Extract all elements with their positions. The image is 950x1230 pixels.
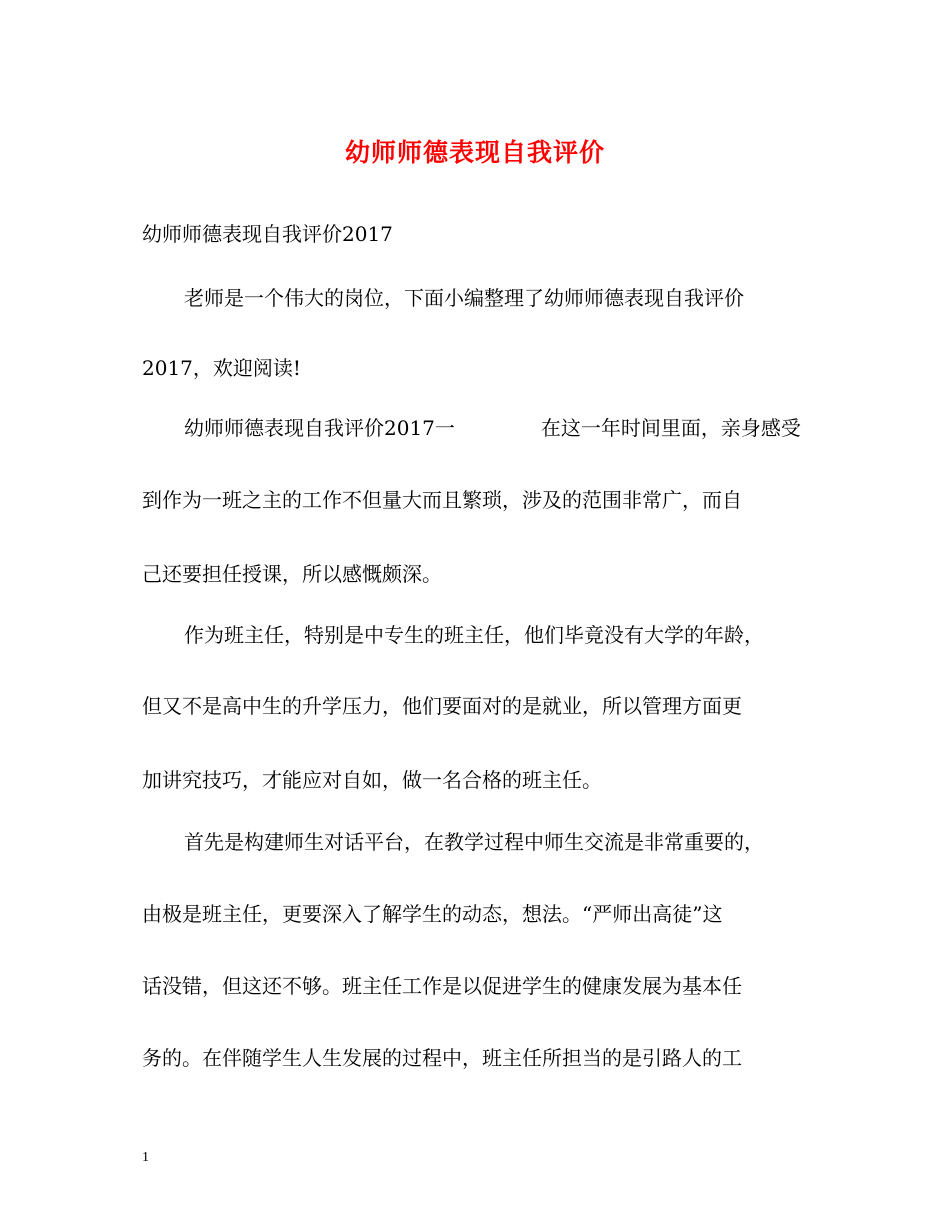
paragraph-line: 由极是班主任，更要深入了解学生的动态，想法。“严师出高徒”这 xyxy=(142,902,723,926)
section-heading: 幼师师德表现自我评价2017一 xyxy=(184,416,455,440)
paragraph-text: 在这一年时间里面，亲身感受 xyxy=(540,416,801,440)
paragraph-line: 2017，欢迎阅读! xyxy=(142,356,301,380)
page-number: 1 xyxy=(142,1150,149,1165)
document-subtitle: 幼师师德表现自我评价2017 xyxy=(142,222,393,246)
paragraph-line: 到作为一班之主的工作不但量大而且繁琐，涉及的范围非常广，而自 xyxy=(142,488,742,512)
paragraph-line: 己还要担任授课，所以感慨颇深。 xyxy=(142,562,442,586)
paragraph-line-section-heading xyxy=(184,413,801,443)
paragraph-line: 加讲究技巧，才能应对自如，做一名合格的班主任。 xyxy=(142,768,602,792)
paragraph-line: 话没错，但这还不够。班主任工作是以促进学生的健康发展为基本任 xyxy=(142,974,742,998)
paragraph-line: 首先是构建师生对话平台，在教学过程中师生交流是非常重要的， xyxy=(184,830,764,854)
paragraph-line: 作为班主任，特别是中专生的班主任，他们毕竟没有大学的年龄， xyxy=(184,623,764,647)
paragraph-line: 老师是一个伟大的岗位，下面小编整理了幼师师德表现自我评价 xyxy=(184,286,744,310)
paragraph-line: 但又不是高中生的升学压力，他们要面对的是就业，所以管理方面更 xyxy=(142,694,742,718)
document-title: 幼师师德表现自我评价 xyxy=(344,138,605,167)
paragraph-line: 务的。在伴随学生人生发展的过程中，班主任所担当的是引路人的工 xyxy=(142,1046,742,1070)
